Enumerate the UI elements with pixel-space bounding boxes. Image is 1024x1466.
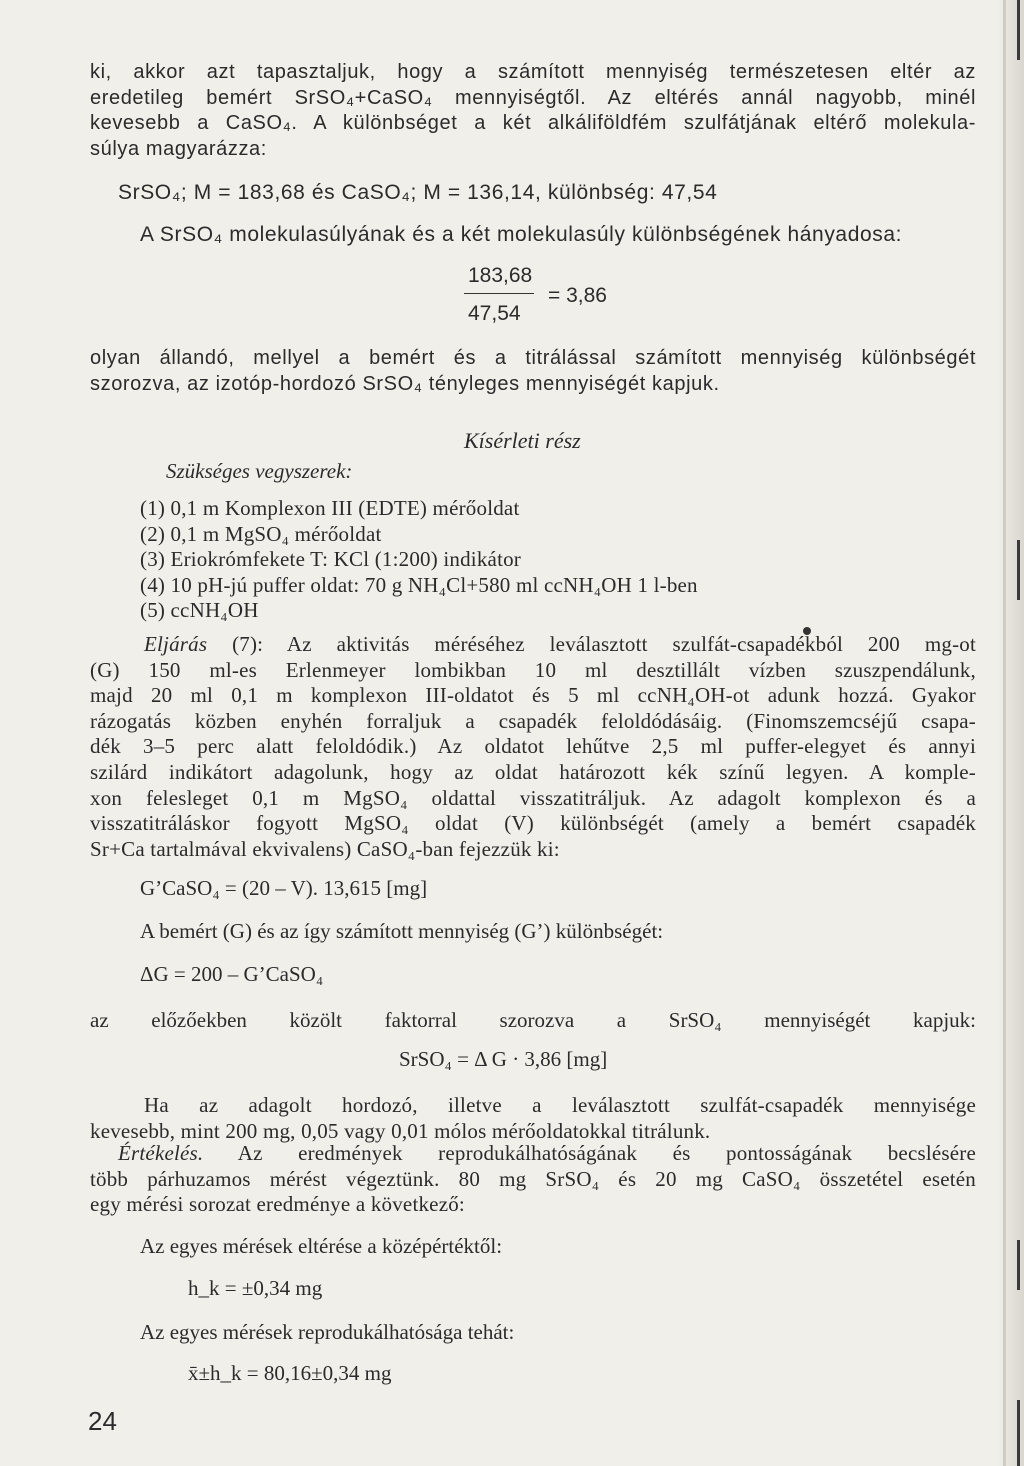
- intro-paragraph: [90, 60, 976, 162]
- equation-hk: h_k = ±0,34 mg: [188, 1276, 323, 1300]
- text-line: rázogatás közben enyhén forraljuk a csapadék feloldódásáig. (Finomszemcséjű csapa-: [90, 708, 976, 733]
- constant-paragraph: [90, 346, 976, 397]
- text-line: visszatitráláskor fogyott MgSO₄ oldat (V) különbségét (amely a bemért csapadék: [90, 811, 976, 836]
- reagents-list: [140, 496, 900, 624]
- equation-delta-g: ΔG = 200 – G’CaSO₄: [140, 962, 324, 986]
- list-item: (3) Eriokrómfekete T: KCl (1:200) indikátor: [140, 547, 521, 572]
- text-line: dék 3–5 perc alatt feloldódik.) Az oldatot lehűtve 2,5 ml puffer-elegyet és annyi: [90, 734, 976, 759]
- page-edge-shadow: [998, 0, 1024, 1466]
- text-line: több párhuzamos mérést végeztünk. 80 mg SrSO₄ és 20 mg CaSO₄ összetétel esetén: [90, 1166, 976, 1191]
- text-line: xon felesleget 0,1 m MgSO₄ oldattal visszatitráljuk. Az adagolt komplexon és a: [90, 785, 976, 810]
- page-number: 24: [88, 1406, 117, 1436]
- edge-mark: [1017, 0, 1020, 60]
- text-line: majd 20 ml 0,1 m komplexon III-oldatot és 5 ml ccNH₄OH-ot adunk hozzá. Gyakor: [90, 683, 976, 708]
- deviation-intro: Az egyes mérések eltérése a középértéktől:: [140, 1234, 503, 1258]
- equation-mean: x̄±h_k = 80,16±0,34 mg: [188, 1361, 392, 1385]
- text-line: súlya magyarázza:: [90, 137, 267, 160]
- evaluation-paragraph: [90, 1141, 976, 1218]
- text-line: szilárd indikátort adagolunk, hogy az oldat határozott kék színű legyen. A komple-: [90, 759, 976, 784]
- procedure-paragraph: [90, 632, 976, 862]
- text-line: ki, akkor azt tapasztaljuk, hogy a számított mennyiség természetesen eltér az: [90, 61, 976, 83]
- fraction-numerator: 183,68: [468, 264, 533, 287]
- section-title: Kísérleti rész: [464, 428, 581, 453]
- text-line: Eljárás (7): Az aktivitás méréséhez leválasztott szulfát-csapadékból 200 mg-ot: [144, 632, 976, 656]
- text-line: olyan állandó, mellyel a bemért és a titrálással számított mennyiség különbségét: [90, 347, 976, 369]
- reagents-title: Szükséges vegyszerek:: [166, 459, 353, 483]
- fraction-result: = 3,86: [548, 284, 607, 307]
- fraction-denominator: 47,54: [468, 302, 521, 325]
- text-line: Értékelés. Az eredmények reprodukálhatóságának és pontosságának becslésére: [118, 1141, 976, 1165]
- small-note-paragraph: [90, 1093, 976, 1144]
- equation-gcaso4: G’CaSO₄ = (20 – V). 13,615 [mg]: [140, 876, 428, 900]
- equation-srso4: SrSO₄ = Δ G · 3,86 [mg]: [399, 1047, 608, 1071]
- difference-intro: A bemért (G) és az így számított mennyiség (G’) különbségét:: [140, 919, 664, 943]
- ratio-intro: A SrSO₄ molekulasúlyának és a két molekulasúly különbségének hányadosa:: [140, 223, 903, 246]
- procedure-label: Eljárás: [144, 632, 208, 656]
- text-line: egy mérési sorozat eredménye a következő:: [90, 1192, 465, 1217]
- reproducibility-intro: Az egyes mérések reprodukálhatósága tehát:: [140, 1320, 515, 1344]
- text-line: eredetileg bemért SrSO₄+CaSO₄ mennyiségtől. Az eltérés annál nagyobb, minél: [90, 86, 976, 109]
- text-line: Ha az adagolt hordozó, illetve a leválasztott szulfát-csapadék mennyisége: [144, 1093, 976, 1117]
- list-item: (1) 0,1 m Komplexon III (EDTE) mérőoldat: [140, 496, 520, 520]
- page-edge-line: [1003, 0, 1006, 1466]
- edge-mark: [1017, 1240, 1020, 1290]
- edge-mark: [1017, 1400, 1020, 1466]
- fraction-bar: [464, 293, 534, 294]
- factor-line: az előzőekben közölt faktorral szorozva a SrSO₄ mennyiségét kapjuk:: [90, 1008, 976, 1032]
- text-line: kevesebb, mint 200 mg, 0,05 vagy 0,01 mólos mérőoldatokkal titrálunk.: [90, 1118, 711, 1143]
- list-item: (2) 0,1 m MgSO₄ mérőoldat: [140, 521, 382, 546]
- list-item: (4) 10 pH-jú puffer oldat: 70 g NH₄Cl+580 ml ccNH₄OH 1 l-ben: [140, 572, 698, 597]
- text-line: Sr+Ca tartalmával ekvivalens) CaSO₄-ban fejezzük ki:: [90, 836, 560, 861]
- list-item: (5) ccNH₄OH: [140, 598, 259, 623]
- molweights-line: SrSO₄; M = 183,68 és CaSO₄; M = 136,14, különbség: 47,54: [118, 181, 718, 204]
- edge-mark: [1017, 540, 1020, 600]
- text-line: szorozva, az izotóp-hordozó SrSO₄ tényleges mennyiségét kapjuk.: [90, 372, 720, 395]
- text-line: (G) 150 ml-es Erlenmeyer lombikban 10 ml desztillált vízben szuszpendálunk,: [90, 657, 976, 682]
- evaluation-label: Értékelés.: [118, 1141, 204, 1165]
- text-line: kevesebb a CaSO₄. A különbséget a két alkáliföldfém szulfátjának eltérő molekula-: [90, 112, 976, 135]
